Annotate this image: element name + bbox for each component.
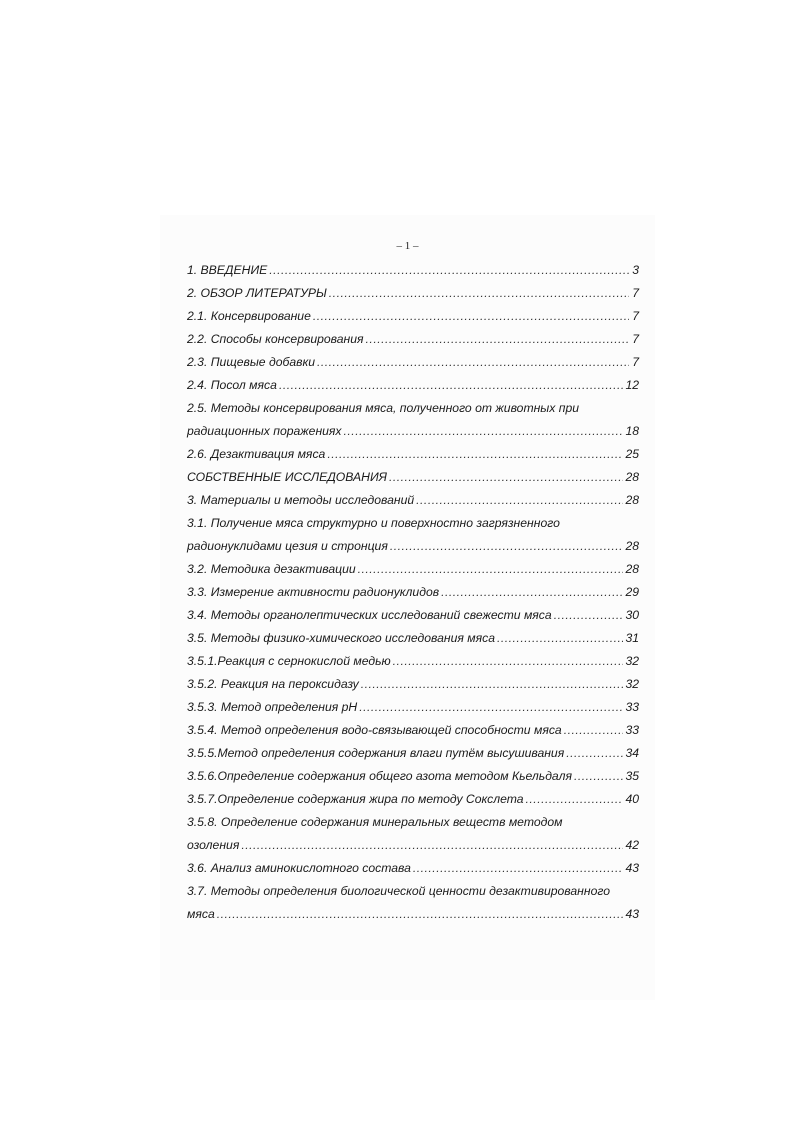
toc-entry-page: 29	[625, 585, 639, 599]
page-number: – 1 –	[396, 240, 419, 252]
toc-entry	[187, 397, 639, 420]
toc-entry	[187, 489, 639, 512]
toc-leader-dots	[269, 259, 629, 282]
toc-leader-dots	[317, 351, 629, 374]
toc-entry	[187, 420, 639, 443]
toc-entry	[187, 259, 639, 282]
toc-entry-title: радиационных поражениях	[187, 424, 342, 438]
toc-leader-dots	[416, 489, 623, 512]
toc-entry	[187, 512, 639, 535]
toc-entry	[187, 742, 639, 765]
toc-entry-page: 43	[625, 861, 639, 875]
toc-entry	[187, 880, 639, 903]
toc-leader-dots	[441, 581, 623, 604]
toc-entry	[187, 788, 639, 811]
toc-entry-page: 34	[625, 746, 639, 760]
toc-entry-page: 43	[625, 907, 639, 921]
toc-entry-page: 18	[625, 424, 639, 438]
toc-leader-dots	[393, 650, 624, 673]
toc-entry	[187, 627, 639, 650]
toc-leader-dots	[217, 903, 624, 926]
toc-entry-page: 33	[625, 723, 639, 737]
toc-entry	[187, 903, 639, 926]
toc-entry	[187, 673, 639, 696]
toc-entry-page: 30	[625, 608, 639, 622]
toc-entry	[187, 374, 639, 397]
toc-entry	[187, 604, 639, 627]
toc-entry	[187, 305, 639, 328]
toc-entry-title: 3. Материалы и методы исследований	[187, 493, 415, 507]
toc-entry	[187, 466, 639, 489]
toc-leader-dots	[564, 719, 624, 742]
toc-entry	[187, 650, 639, 673]
toc-leader-dots	[313, 305, 629, 328]
toc-entry-page: 28	[625, 470, 639, 484]
toc-entry	[187, 351, 639, 374]
toc-entry-title: 3.5.8. Определение содержания минеральных веществ методом	[187, 815, 563, 829]
toc-entry-page: 7	[632, 309, 639, 323]
toc-leader-dots	[329, 282, 629, 305]
toc-entry-page: 32	[625, 677, 639, 691]
toc-entry-title: 3.2. Методика дезактивации	[187, 562, 356, 576]
toc-entry-title: 3.5.1.Реакция с сернокислой медью	[187, 654, 391, 668]
toc-entry-title: 3.5.3. Метод определения pH	[187, 700, 358, 714]
toc-entry-page: 12	[625, 378, 639, 392]
toc-entry-page: 28	[625, 539, 639, 553]
toc-entry-title: 1. ВВЕДЕНИЕ	[187, 263, 268, 277]
toc-leader-dots	[497, 627, 623, 650]
toc-entry-title: 2. ОБЗОР ЛИТЕРАТУРЫ	[187, 286, 327, 300]
toc-leader-dots	[526, 788, 624, 811]
toc-entry-title: 3.5.7.Определение содержания жира по методу Сокслета	[187, 792, 524, 806]
toc-entry-title: 2.5. Методы консервирования мяса, полученного от животных при	[187, 401, 580, 415]
toc-entry-page: 42	[625, 838, 639, 852]
toc-entry-page: 35	[625, 769, 639, 783]
toc-leader-dots	[241, 834, 623, 857]
toc-entry	[187, 719, 639, 742]
toc-entry	[187, 765, 639, 788]
toc-entry-title: озоления	[187, 838, 240, 852]
toc-entry-page: 7	[632, 355, 639, 369]
toc-entry-title: 3.6. Анализ аминокислотного состава	[187, 861, 411, 875]
toc-leader-dots	[361, 673, 624, 696]
toc-entry-page: 28	[625, 562, 639, 576]
toc-entry	[187, 328, 639, 351]
toc-entry	[187, 581, 639, 604]
toc-entry-page: 7	[632, 286, 639, 300]
toc-leader-dots	[390, 535, 624, 558]
toc-entry-title: 2.3. Пищевые добавки	[187, 355, 316, 369]
toc-leader-dots	[366, 328, 629, 351]
toc-entry-title: 3.5.6.Определение содержания общего азота методом Кьельдаля	[187, 769, 572, 783]
toc-entry-page: 28	[625, 493, 639, 507]
toc-entry-title: СОБСТВЕННЫЕ ИССЛЕДОВАНИЯ	[187, 470, 387, 484]
toc-entry-title: 3.4. Методы органолептических исследований свежести мяса	[187, 608, 552, 622]
toc-entry	[187, 535, 639, 558]
toc-entry-title: 2.6. Дезактивация мяса	[187, 447, 326, 461]
table-of-contents	[187, 259, 639, 926]
toc-entry-page: 7	[632, 332, 639, 346]
toc-entry	[187, 696, 639, 719]
toc-entry-page: 25	[625, 447, 639, 461]
toc-entry-page: 40	[625, 792, 639, 806]
toc-leader-dots	[566, 742, 623, 765]
toc-leader-dots	[359, 696, 623, 719]
toc-leader-dots	[358, 558, 624, 581]
toc-leader-dots	[413, 857, 624, 880]
toc-entry-title: мяса	[187, 907, 215, 921]
toc-entry-title: 2.4. Посол мяса	[187, 378, 277, 392]
toc-entry-title: 2.1. Консервирование	[187, 309, 311, 323]
toc-leader-dots	[344, 420, 624, 443]
toc-leader-dots	[574, 765, 623, 788]
toc-entry	[187, 811, 639, 834]
toc-entry	[187, 443, 639, 466]
toc-entry-title: 3.5.5.Метод определения содержания влаги путём высушивания	[187, 746, 565, 760]
toc-entry	[187, 558, 639, 581]
toc-leader-dots	[389, 466, 623, 489]
toc-entry-title: 3.3. Измерение активности радионуклидов	[187, 585, 440, 599]
toc-entry-page: 33	[625, 700, 639, 714]
toc-entry-page: 3	[632, 263, 639, 277]
toc-leader-dots	[279, 374, 624, 397]
toc-entry	[187, 857, 639, 880]
toc-entry-title: 3.5.2. Реакция на пероксидазу	[187, 677, 359, 691]
toc-entry-title: радионуклидами цезия и стронция	[187, 539, 388, 553]
toc-leader-dots	[554, 604, 624, 627]
toc-entry	[187, 282, 639, 305]
toc-entry-title: 3.7. Методы определения биологической ценности дезактивированного	[187, 884, 611, 898]
toc-entry-page: 31	[625, 631, 639, 645]
toc-entry	[187, 834, 639, 857]
toc-entry-title: 3.5. Методы физико-химического исследования мяса	[187, 631, 495, 645]
toc-entry-title: 3.5.4. Метод определения водо-связывающей способности мяса	[187, 723, 562, 737]
toc-entry-title: 3.1. Получение мяса структурно и поверхностно загрязненного	[187, 516, 560, 530]
toc-leader-dots	[327, 443, 623, 466]
toc-entry-page: 32	[625, 654, 639, 668]
toc-entry-title: 2.2. Способы консервирования	[187, 332, 364, 346]
